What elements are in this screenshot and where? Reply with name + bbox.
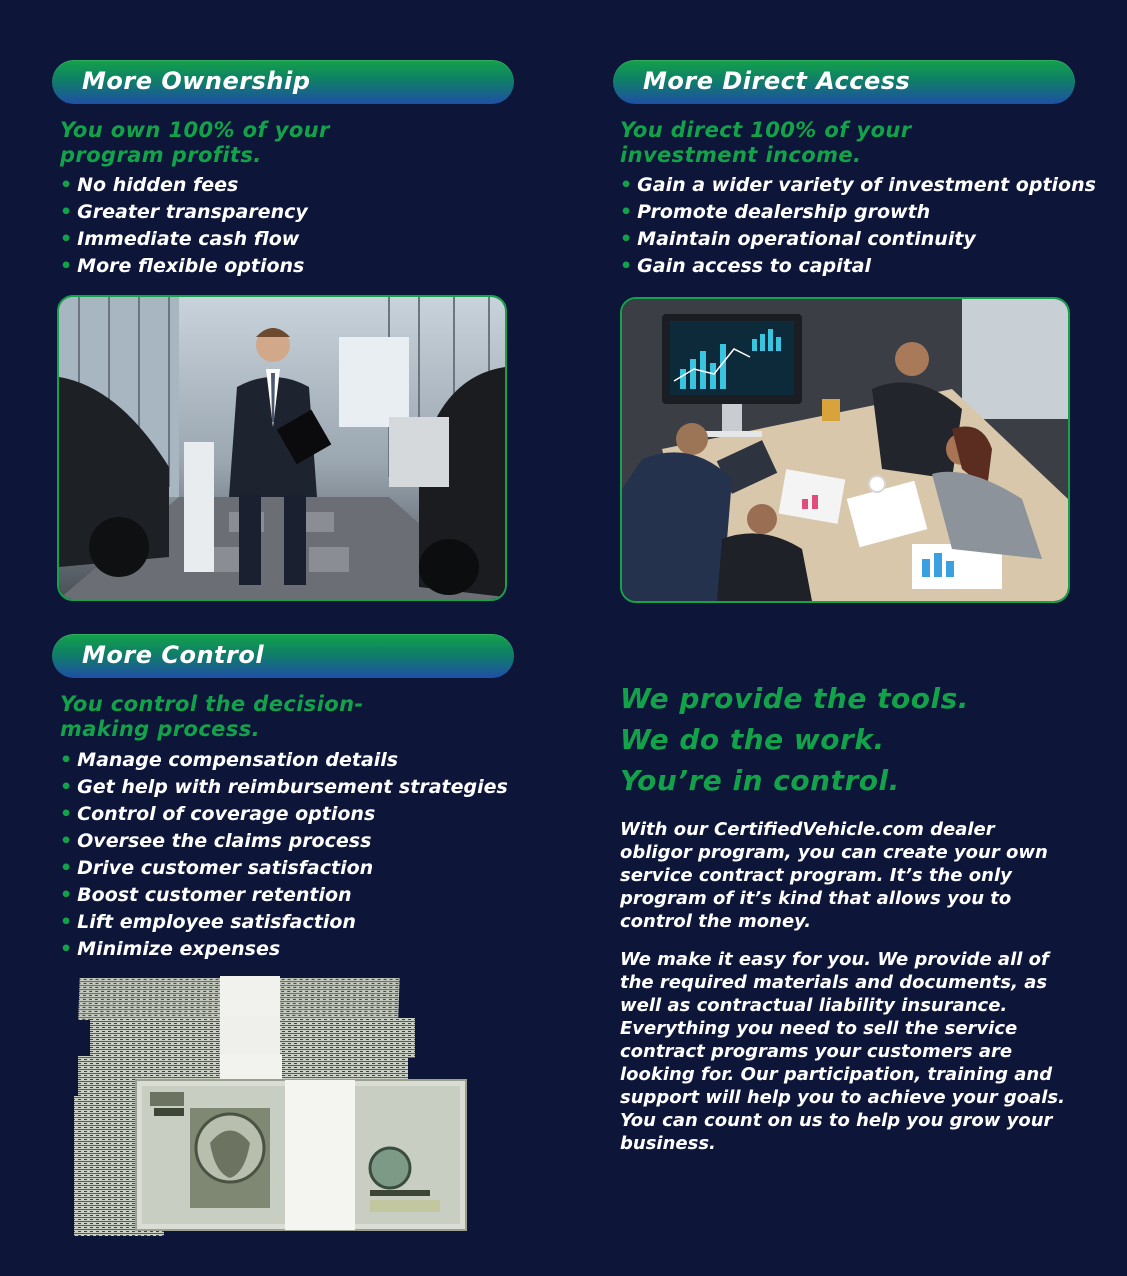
list-item: • Immediate cash flow — [60, 226, 308, 253]
list-item: • Maintain operational continuity — [620, 226, 1096, 253]
list-item: • Minimize expenses — [60, 936, 508, 963]
ownership-bullet-list — [60, 172, 308, 280]
list-item: • Promote dealership growth — [620, 199, 1096, 226]
ownership-subtitle-line1: You own 100% of your — [60, 118, 330, 142]
tagline-line: We provide the tools. — [620, 682, 969, 715]
list-item: • Gain a wider variety of investment options — [620, 172, 1096, 199]
ownership-subtitle — [60, 118, 330, 168]
direct-access-title: More Direct Access — [643, 67, 911, 95]
tagline-line: We do the work. — [620, 723, 885, 756]
direct-access-bullet-list — [620, 172, 1096, 280]
control-title: More Control — [82, 641, 265, 669]
direct-access-subtitle-line1: You direct 100% of your — [620, 118, 912, 142]
tagline-line: You’re in control. — [620, 764, 900, 797]
list-item: • Control of coverage options — [60, 801, 508, 828]
control-subtitle-line2: making process. — [60, 717, 260, 741]
list-item: • Manage compensation details — [60, 747, 508, 774]
list-item: • Greater transparency — [60, 199, 308, 226]
tagline — [620, 678, 969, 801]
direct-access-header — [613, 60, 1075, 104]
control-subtitle-line1: You control the decision- — [60, 692, 364, 716]
control-bullet-list — [60, 747, 508, 963]
list-item: • Lift employee satisfaction — [60, 909, 508, 936]
ownership-subtitle-line2: program profits. — [60, 143, 262, 167]
list-item: • More flexible options — [60, 253, 308, 280]
list-item: • No hidden fees — [60, 172, 308, 199]
direct-access-subtitle-line2: investment income. — [620, 143, 862, 167]
list-item: • Boost customer retention — [60, 882, 508, 909]
ownership-header — [52, 60, 514, 104]
money-stacks-photo — [70, 968, 470, 1244]
showroom-photo — [57, 295, 507, 601]
direct-access-subtitle — [620, 118, 912, 168]
list-item: • Get help with reimbursement strategies — [60, 774, 508, 801]
control-subtitle — [60, 692, 364, 742]
list-item: • Oversee the claims process — [60, 828, 508, 855]
ownership-title: More Ownership — [82, 67, 311, 95]
support-paragraph: We make it easy for you. We provide all of the required materials and documents, as well as contractual liability insurance. Everything you need to sell the service contract programs your customers are looking for. Our participation, training and support will help you to achieve your goals. You can count on us to help you grow your business. — [620, 949, 1065, 1154]
control-header — [52, 634, 514, 678]
list-item: • Drive customer satisfaction — [60, 855, 508, 882]
meeting-photo — [620, 297, 1070, 603]
list-item: • Gain access to capital — [620, 253, 1096, 280]
intro-paragraph: With our CertifiedVehicle.com dealer obligor program, you can create your own service contract program. It’s the only program of it’s kind that allows you to control the money. — [620, 819, 1048, 932]
